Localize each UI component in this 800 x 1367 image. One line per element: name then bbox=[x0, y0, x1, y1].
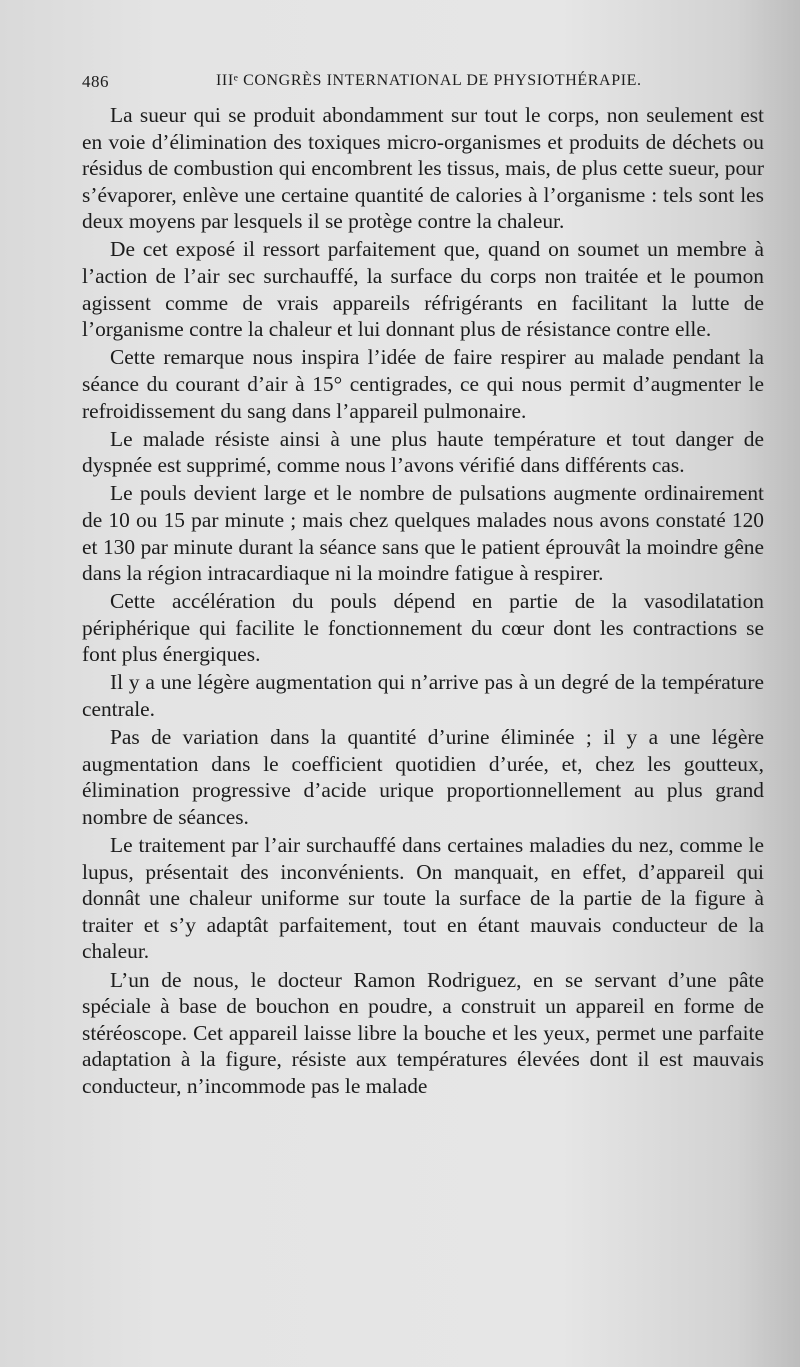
paragraph: L’un de nous, le docteur Ramon Rodriguez, en se servant d’une pâte spéciale à base de bouchon en poudre, a construit un appareil en forme de stéréoscope. Cet appareil laisse libre la bouche et les yeux, permet une parfaite adaptation à la figure, résiste aux températures élevées dont il est mauvais conducteur, n’incommode pas le malade bbox=[82, 967, 764, 1098]
paragraph: Cette remarque nous inspira l’idée de faire respirer au malade pendant la séance du courant d’air à 15° centigrades, ce qui nous permit d’augmenter le refroidissement du sang dans l’appareil pulmonaire. bbox=[82, 345, 764, 423]
running-title: IIIᵉ CONGRÈS INTERNATIONAL DE PHYSIOTHÉRAPIE. bbox=[216, 72, 642, 89]
paragraph: Le malade résiste ainsi à une plus haute température et tout danger de dyspnée est supprimé, comme nous l’avons vérifié dans différents cas. bbox=[82, 426, 764, 478]
paragraph: Il y a une légère augmentation qui n’arrive pas à un degré de la température centrale. bbox=[82, 670, 764, 722]
paragraph: De cet exposé il ressort parfaitement que, quand on soumet un membre à l’action de l’air sec surchauffé, la surface du corps non traitée et le poumon agissent comme de vrais appareils réfrigérants en facilitant la lutte de l’organisme contre la chaleur et lui donnant plus de résistance contre elle. bbox=[82, 237, 764, 342]
body-text bbox=[82, 102, 764, 1101]
paragraph: Cette accélération du pouls dépend en partie de la vasodilatation périphérique qui facilite le fonctionnement du cœur dont les contractions se font plus énergiques. bbox=[82, 589, 764, 667]
page-number: 486 bbox=[82, 72, 109, 91]
paragraph: La sueur qui se produit abondamment sur tout le corps, non seulement est en voie d’élimination des toxiques micro-organismes et produits de déchets ou résidus de combustion qui encombrent les tissus, mais, de plus cette sueur, pour s’évaporer, enlève une certaine quantité de calories à l’organisme : tels sont les deux moyens par lesquels il se protège contre la chaleur. bbox=[82, 103, 764, 234]
paragraph: Le pouls devient large et le nombre de pulsations augmente ordinairement de 10 ou 15 par minute ; mais chez quelques malades nous avons constaté 120 et 130 par minute durant la séance sans que le patient éprouvât la moindre gêne dans la région intracardiaque ni la moindre fatigue à respirer. bbox=[82, 481, 764, 586]
paragraph: Pas de variation dans la quantité d’urine éliminée ; il y a une légère augmentation dans le coefficient quotidien d’urée, et, chez les goutteux, élimination progressive d’acide urique proportionnellement au plus grand nombre de séances. bbox=[82, 725, 764, 829]
paragraph: Le traitement par l’air surchauffé dans certaines maladies du nez, comme le lupus, présentait des inconvénients. On manquait, en effet, d’appareil qui donnât une chaleur uniforme sur toute la surface de la partie de la figure à traiter et s’y adaptât parfaitement, tout en étant mauvais conducteur de la chaleur. bbox=[82, 833, 764, 964]
page-header bbox=[82, 68, 642, 96]
